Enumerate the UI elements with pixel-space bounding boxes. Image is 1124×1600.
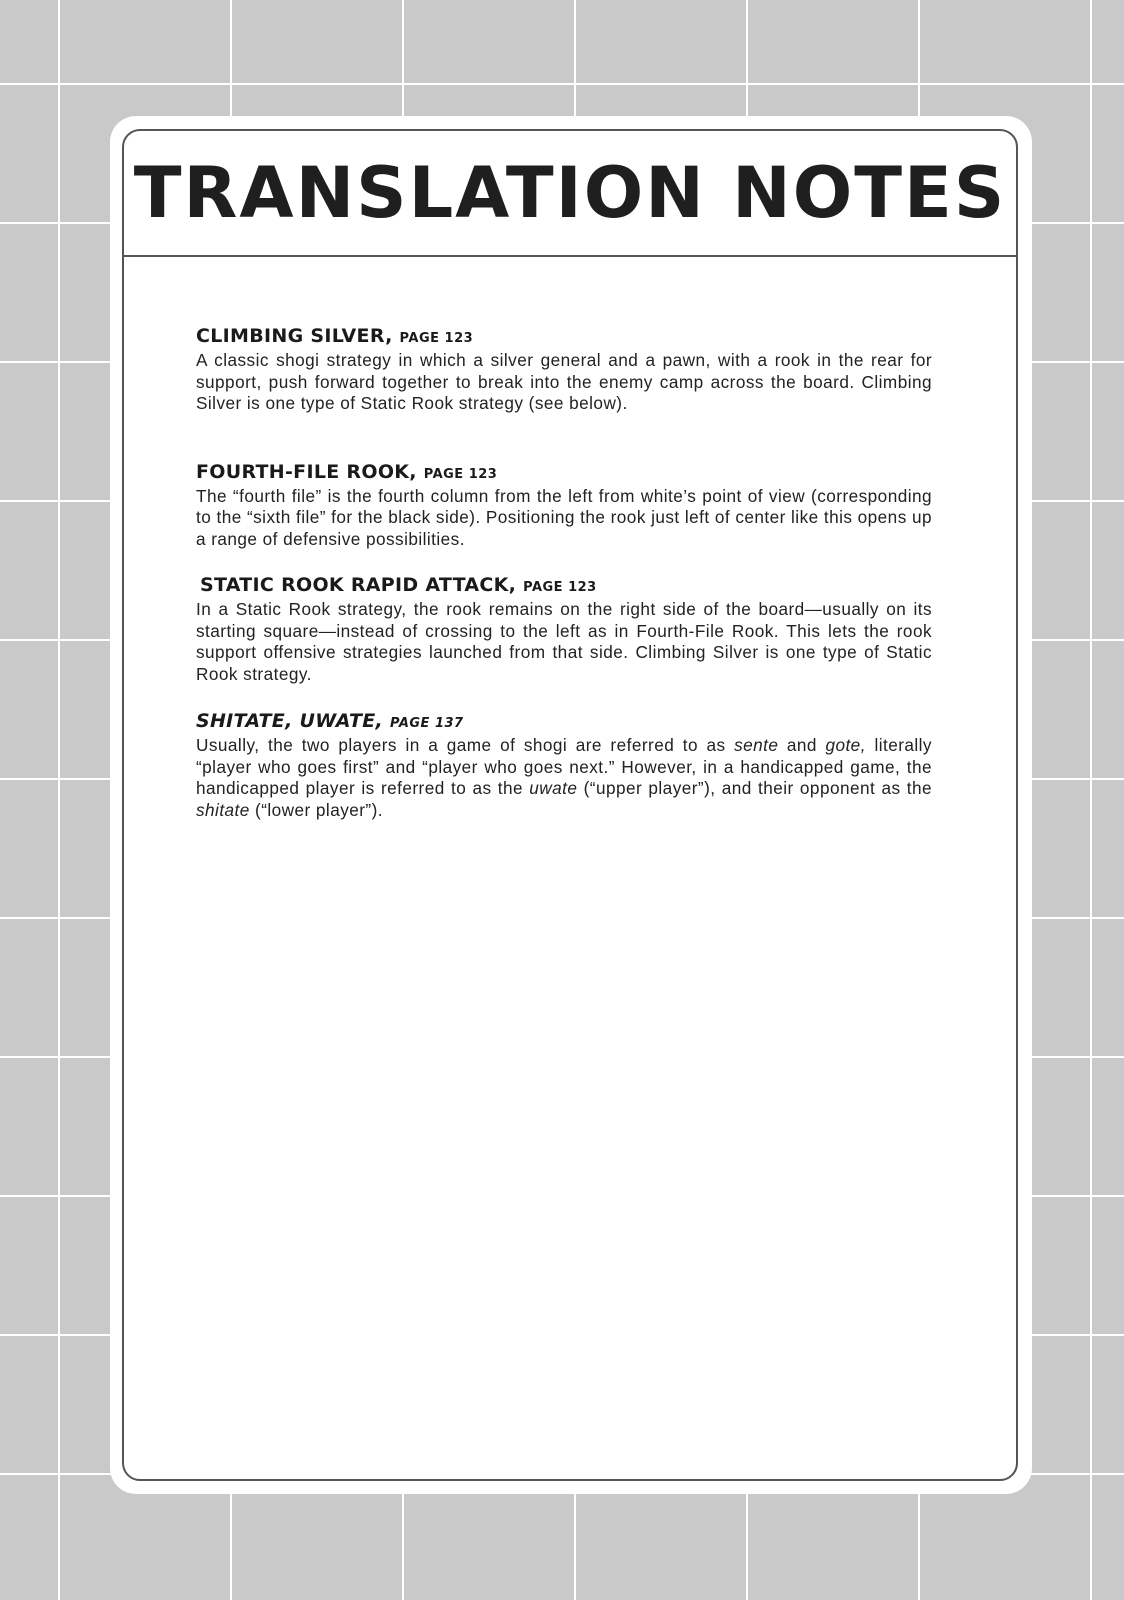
note-term: CLIMBING SILVER, (196, 325, 393, 347)
note-body (196, 486, 932, 551)
term-uwate: uwate (529, 778, 578, 798)
note-shitate-uwate (196, 710, 932, 821)
note-heading (196, 574, 932, 599)
note-climbing-silver (196, 325, 932, 415)
term-sente: sente (734, 735, 779, 755)
note-body-text: In a Static Rook strategy, the rook remains on the right side of the board—usually on its starting square—instead of crossing to the left as in Fourth-File Rook. This lets the rook support offensive strategies launched from that side. Climbing Silver is one type of Static Rook strategy. (196, 599, 932, 684)
note-body (196, 599, 932, 685)
note-term: FOURTH-FILE ROOK, (196, 460, 417, 483)
term-gote: gote, (825, 735, 866, 755)
note-body-text: A classic shogi strategy in which a silver general and a pawn, with a rook in the rear for support, push forward together to break into the enemy camp across the board. Climbing Silver is one type of Static Rook strategy (see below). (196, 350, 932, 413)
note-body-text: Usually, the two players in a game of shogi are referred to as (196, 735, 735, 755)
note-heading (196, 461, 932, 486)
note-body-text: and (778, 735, 826, 755)
note-term: STATIC ROOK RAPID ATTACK, (200, 574, 517, 596)
term-shitate: shitate (196, 799, 250, 820)
note-body-text: literally “player who goes first” and “player who goes next.” However, in a handicapped game, the handicapped player is referred to as the (196, 735, 932, 798)
note-page-ref: PAGE 123 (399, 331, 474, 346)
note-page-ref: PAGE 123 (523, 580, 597, 595)
page-title: TRANSLATION NOTES (133, 152, 1007, 234)
note-heading (196, 325, 932, 350)
title-bar (124, 131, 1016, 257)
note-static-rook-rapid-attack (196, 574, 932, 685)
note-term: SHITATE, UWATE, (196, 710, 384, 732)
translation-notes-panel (122, 129, 1018, 1481)
note-fourth-file-rook (196, 461, 932, 551)
note-page-ref: PAGE 137 (389, 716, 464, 731)
note-page-ref: PAGE 123 (423, 466, 498, 482)
note-body-text: (“lower player”). (249, 799, 384, 820)
notes-list (196, 325, 932, 821)
note-body-text: The “fourth file” is the fourth column from the left from white’s point of view (corresponding to the “sixth file” for the black side). Positioning the rook just left of center like this opens up a range of defensive possibilities. (196, 485, 932, 549)
note-heading (196, 710, 932, 735)
note-body (196, 735, 932, 821)
note-body (196, 350, 932, 415)
note-body-text: (“upper player”), and their opponent as the (577, 778, 932, 798)
